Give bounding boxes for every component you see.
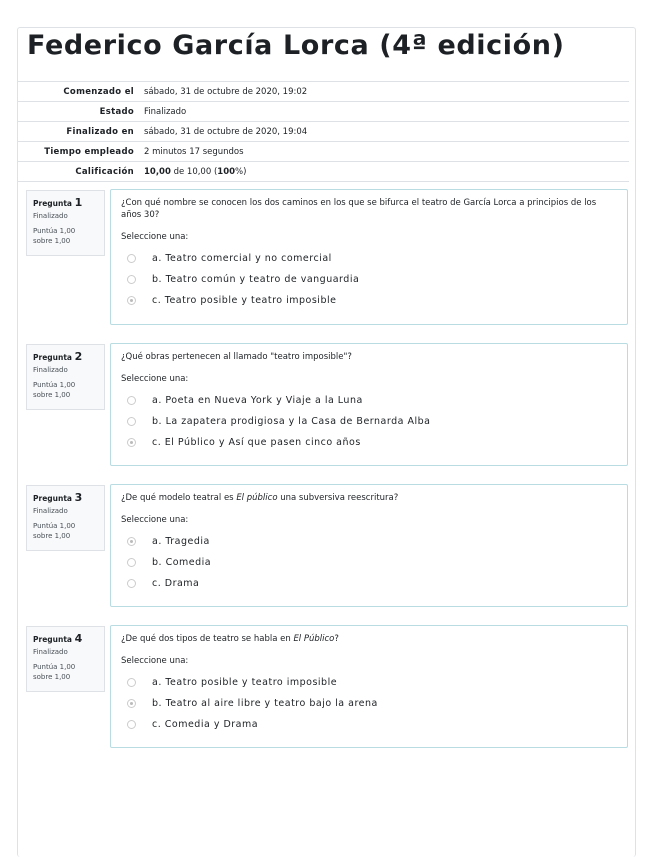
question-1-info: [26, 190, 105, 256]
answer-label: a. Teatro comercial y no comercial: [152, 253, 332, 264]
question-number: 4: [74, 632, 83, 645]
answer-option[interactable]: [121, 290, 627, 311]
radio-button[interactable]: [127, 396, 136, 405]
question-number: 1: [74, 196, 83, 209]
answer-label: c. Drama: [152, 578, 200, 589]
question-grade-max: sobre 1,00: [33, 532, 71, 540]
grade-value: 10,00: [144, 166, 171, 177]
summary-label: Finalizado en: [18, 122, 140, 142]
answer-label: b. Teatro común y teatro de vanguardia: [152, 274, 360, 285]
question-grade: Puntúa 1,00: [33, 663, 76, 671]
grade-rest: de 10,00 (: [170, 166, 218, 177]
question-state: Finalizado: [33, 366, 68, 374]
question-state: Finalizado: [33, 648, 68, 656]
grade-percent: 100: [217, 166, 236, 177]
question-3-info: [26, 485, 105, 551]
answer-label: a. Poeta en Nueva York y Viaje a la Luna: [152, 395, 363, 406]
radio-button-checked[interactable]: [127, 438, 136, 447]
radio-button-checked[interactable]: [127, 537, 136, 546]
answer-label: c. Teatro posible y teatro imposible: [152, 295, 337, 306]
radio-button-checked[interactable]: [127, 296, 136, 305]
question-grade-max: sobre 1,00: [33, 237, 71, 245]
question-grade-max: sobre 1,00: [33, 673, 71, 681]
question-number: 2: [74, 350, 83, 363]
answer-label: c. Comedia y Drama: [152, 719, 259, 730]
answer-option[interactable]: [121, 531, 627, 552]
radio-button[interactable]: [127, 579, 136, 588]
question-3-content: [110, 484, 628, 607]
summary-row-state: [18, 102, 629, 122]
question-prompt: Seleccione una:: [121, 656, 189, 666]
summary-label: Comenzado el: [18, 82, 140, 102]
summary-row-finished: [18, 122, 629, 142]
answer-option[interactable]: [121, 269, 627, 290]
answer-label: b. La zapatera prodigiosa y la Casa de Bernarda Alba: [152, 416, 431, 427]
question-prompt: Seleccione una:: [121, 232, 189, 242]
question-grade-max: sobre 1,00: [33, 391, 71, 399]
radio-button[interactable]: [127, 417, 136, 426]
question-text: ¿Con qué nombre se conocen los dos caminos en los que se bifurca el teatro de García Lorca a principios de los años 30?: [121, 198, 597, 220]
attempt-summary-table: [18, 81, 629, 182]
summary-label: Calificación: [18, 162, 140, 182]
answer-option[interactable]: [121, 714, 627, 735]
summary-value: sábado, 31 de octubre de 2020, 19:04: [140, 122, 629, 142]
grade-percent-rest: %): [235, 166, 247, 177]
answer-label: a. Teatro posible y teatro imposible: [152, 677, 338, 688]
answer-list: [121, 672, 627, 735]
answer-label: c. El Público y Así que pasen cinco años: [152, 437, 361, 448]
question-label: Pregunta: [33, 353, 72, 362]
question-4-info: [26, 626, 105, 692]
question-text: ¿De qué dos tipos de teatro se habla en El Público?: [121, 634, 339, 644]
answer-label: b. Teatro al aire libre y teatro bajo la arena: [152, 698, 378, 709]
radio-button[interactable]: [127, 558, 136, 567]
radio-button[interactable]: [127, 254, 136, 263]
question-grade: Puntúa 1,00: [33, 381, 76, 389]
summary-row-time: [18, 142, 629, 162]
question-grade: Puntúa 1,00: [33, 227, 76, 235]
summary-row-grade: [18, 162, 629, 182]
answer-list: [121, 531, 627, 594]
question-1-content: [110, 189, 628, 325]
answer-list: [121, 248, 627, 311]
answer-list: [121, 390, 627, 453]
summary-value: sábado, 31 de octubre de 2020, 19:02: [140, 82, 629, 102]
answer-option[interactable]: [121, 411, 627, 432]
answer-option[interactable]: [121, 248, 627, 269]
question-text: ¿De qué modelo teatral es El público una subversiva reescritura?: [121, 493, 399, 503]
summary-value: Finalizado: [140, 102, 629, 122]
summary-label: Estado: [18, 102, 140, 122]
question-text: ¿Qué obras pertenecen al llamado "teatro imposible"?: [121, 352, 352, 362]
answer-label: b. Comedia: [152, 557, 212, 568]
question-prompt: Seleccione una:: [121, 515, 189, 525]
answer-option[interactable]: [121, 573, 627, 594]
question-4-content: [110, 625, 628, 748]
question-state: Finalizado: [33, 507, 68, 515]
summary-value: 2 minutos 17 segundos: [140, 142, 629, 162]
question-2-info: [26, 344, 105, 410]
question-2-content: [110, 343, 628, 466]
radio-button[interactable]: [127, 678, 136, 687]
answer-option[interactable]: [121, 552, 627, 573]
summary-row-started: [18, 82, 629, 102]
answer-option[interactable]: [121, 432, 627, 453]
summary-label: Tiempo empleado: [18, 142, 140, 162]
question-prompt: Seleccione una:: [121, 374, 189, 384]
page-title: Federico García Lorca (4ª edición): [27, 30, 565, 61]
answer-option[interactable]: [121, 693, 627, 714]
answer-option[interactable]: [121, 672, 627, 693]
work-title: El Público: [293, 634, 335, 644]
question-label: Pregunta: [33, 635, 72, 644]
question-state: Finalizado: [33, 212, 68, 220]
answer-label: a. Tragedia: [152, 536, 210, 547]
question-grade: Puntúa 1,00: [33, 522, 76, 530]
question-label: Pregunta: [33, 199, 72, 208]
answer-option[interactable]: [121, 390, 627, 411]
summary-value: [140, 162, 629, 182]
radio-button[interactable]: [127, 275, 136, 284]
radio-button-checked[interactable]: [127, 699, 136, 708]
work-title: El público: [236, 493, 278, 503]
question-number: 3: [74, 491, 83, 504]
question-label: Pregunta: [33, 494, 72, 503]
radio-button[interactable]: [127, 720, 136, 729]
